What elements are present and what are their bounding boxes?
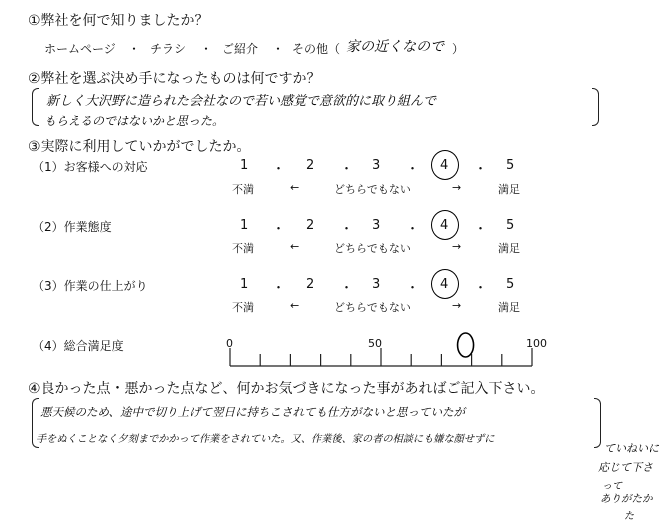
q4-title: ④良かった点・悪かった点など、何かお気づきになった事があればご記入下さい。	[28, 381, 545, 397]
q2-handwritten-line2: もらえるのではないかと思った。	[44, 114, 225, 128]
scale-arrow-right: →	[452, 181, 462, 194]
scale-dot: ・	[406, 162, 420, 177]
scale-label-neutral: どちらでもない	[334, 183, 411, 196]
scale-dot: ・	[272, 222, 286, 237]
scale-label-neutral: どちらでもない	[334, 301, 411, 314]
scale-1[interactable]: 1	[240, 277, 249, 292]
scale-3[interactable]: 3	[372, 218, 381, 233]
scale-2[interactable]: 2	[306, 158, 315, 173]
scale-label-neutral: どちらでもない	[334, 242, 411, 255]
q4-margin-note: ありがたか	[600, 493, 653, 505]
q3-overall-label: （4）総合満足度	[32, 339, 124, 353]
q2-handwritten-line1: 新しく大沢野に造られた会社なので若い感覚で意欲的に取り組んで	[46, 94, 437, 109]
scale-arrow-left: ←	[290, 240, 300, 253]
scale-arrow-left: ←	[290, 299, 300, 312]
scale-1[interactable]: 1	[240, 218, 249, 233]
q2-title: ②弊社を選ぶ決め手になったものは何ですか？	[28, 71, 321, 87]
q1-option-referral[interactable]: ご紹介	[222, 42, 259, 56]
scale-dot: ・	[406, 222, 420, 237]
scale-dot: ・	[474, 222, 488, 237]
scale-dot: ・	[340, 222, 354, 237]
ruler-tick-50: 50	[368, 337, 382, 350]
q3-item-label: （2）作業態度	[32, 220, 112, 234]
q1-handwritten-answer: 家の近くなので	[346, 39, 444, 55]
scale-dot: ・	[340, 162, 354, 177]
q1-option-homepage[interactable]: ホームページ	[44, 42, 116, 56]
scale-1[interactable]: 1	[240, 158, 249, 173]
scale-label-dissatisfied: 不満	[232, 301, 254, 314]
q3-item-label: （1）お客様への対応	[32, 160, 148, 174]
scale-dot: ・	[474, 162, 488, 177]
scale-2[interactable]: 2	[306, 218, 315, 233]
ruler-tick-100: 100	[526, 337, 547, 350]
scale-4[interactable]: 4	[440, 218, 449, 233]
ruler-tick-0: 0	[226, 337, 233, 350]
scale-4[interactable]: 4	[440, 158, 449, 173]
q4-margin-note: 応じて下さ	[598, 461, 653, 474]
scale-label-dissatisfied: 不満	[232, 242, 254, 255]
scale-5[interactable]: 5	[506, 158, 515, 173]
scale-dot: ・	[272, 162, 286, 177]
q3-title: ③実際に利用していかがでしたか。	[28, 139, 251, 155]
scale-dot: ・	[272, 281, 286, 296]
scale-3[interactable]: 3	[372, 158, 381, 173]
scale-5[interactable]: 5	[506, 218, 515, 233]
q3-item-label: （3）作業の仕上がり	[32, 279, 148, 293]
ruler-selected-mark	[458, 333, 474, 357]
scale-3[interactable]: 3	[372, 277, 381, 292]
q4-margin-note: って	[602, 481, 622, 492]
q1-separator: ・	[200, 42, 213, 56]
q1-separator: ・	[272, 42, 285, 56]
q4-margin-note: た	[624, 511, 634, 522]
scale-4[interactable]: 4	[440, 277, 449, 292]
scale-arrow-left: ←	[290, 181, 300, 194]
scale-label-satisfied: 満足	[498, 242, 520, 255]
q4-bracket-right	[594, 398, 601, 448]
scale-dot: ・	[340, 281, 354, 296]
q4-margin-note: ていねいに	[604, 442, 659, 455]
q1-option-flyer[interactable]: チラシ	[150, 42, 187, 56]
scale-5[interactable]: 5	[506, 277, 515, 292]
q1-separator: ・	[128, 42, 141, 56]
scale-2[interactable]: 2	[306, 277, 315, 292]
scale-dot: ・	[406, 281, 420, 296]
scale-dot: ・	[474, 281, 488, 296]
scale-label-satisfied: 満足	[498, 301, 520, 314]
q1-option-other[interactable]: その他（	[292, 42, 341, 56]
q4-handwritten-line1: 悪天候のため、途中で切り上げて翌日に持ちこされても仕方がないと思っていたが	[40, 405, 466, 419]
scale-label-dissatisfied: 不満	[232, 183, 254, 196]
q1-title: ①弊社を何で知りましたか？	[28, 13, 209, 29]
scale-arrow-right: →	[452, 299, 462, 312]
q1-close-paren: ）	[452, 42, 465, 56]
scale-label-satisfied: 満足	[498, 183, 520, 196]
scale-arrow-right: →	[452, 240, 462, 253]
q4-handwritten-line2: 手をぬくことなく夕刻までかかって作業をされていた。又、作業後、家の者の相談にも嫌な顔せずに	[36, 434, 495, 445]
